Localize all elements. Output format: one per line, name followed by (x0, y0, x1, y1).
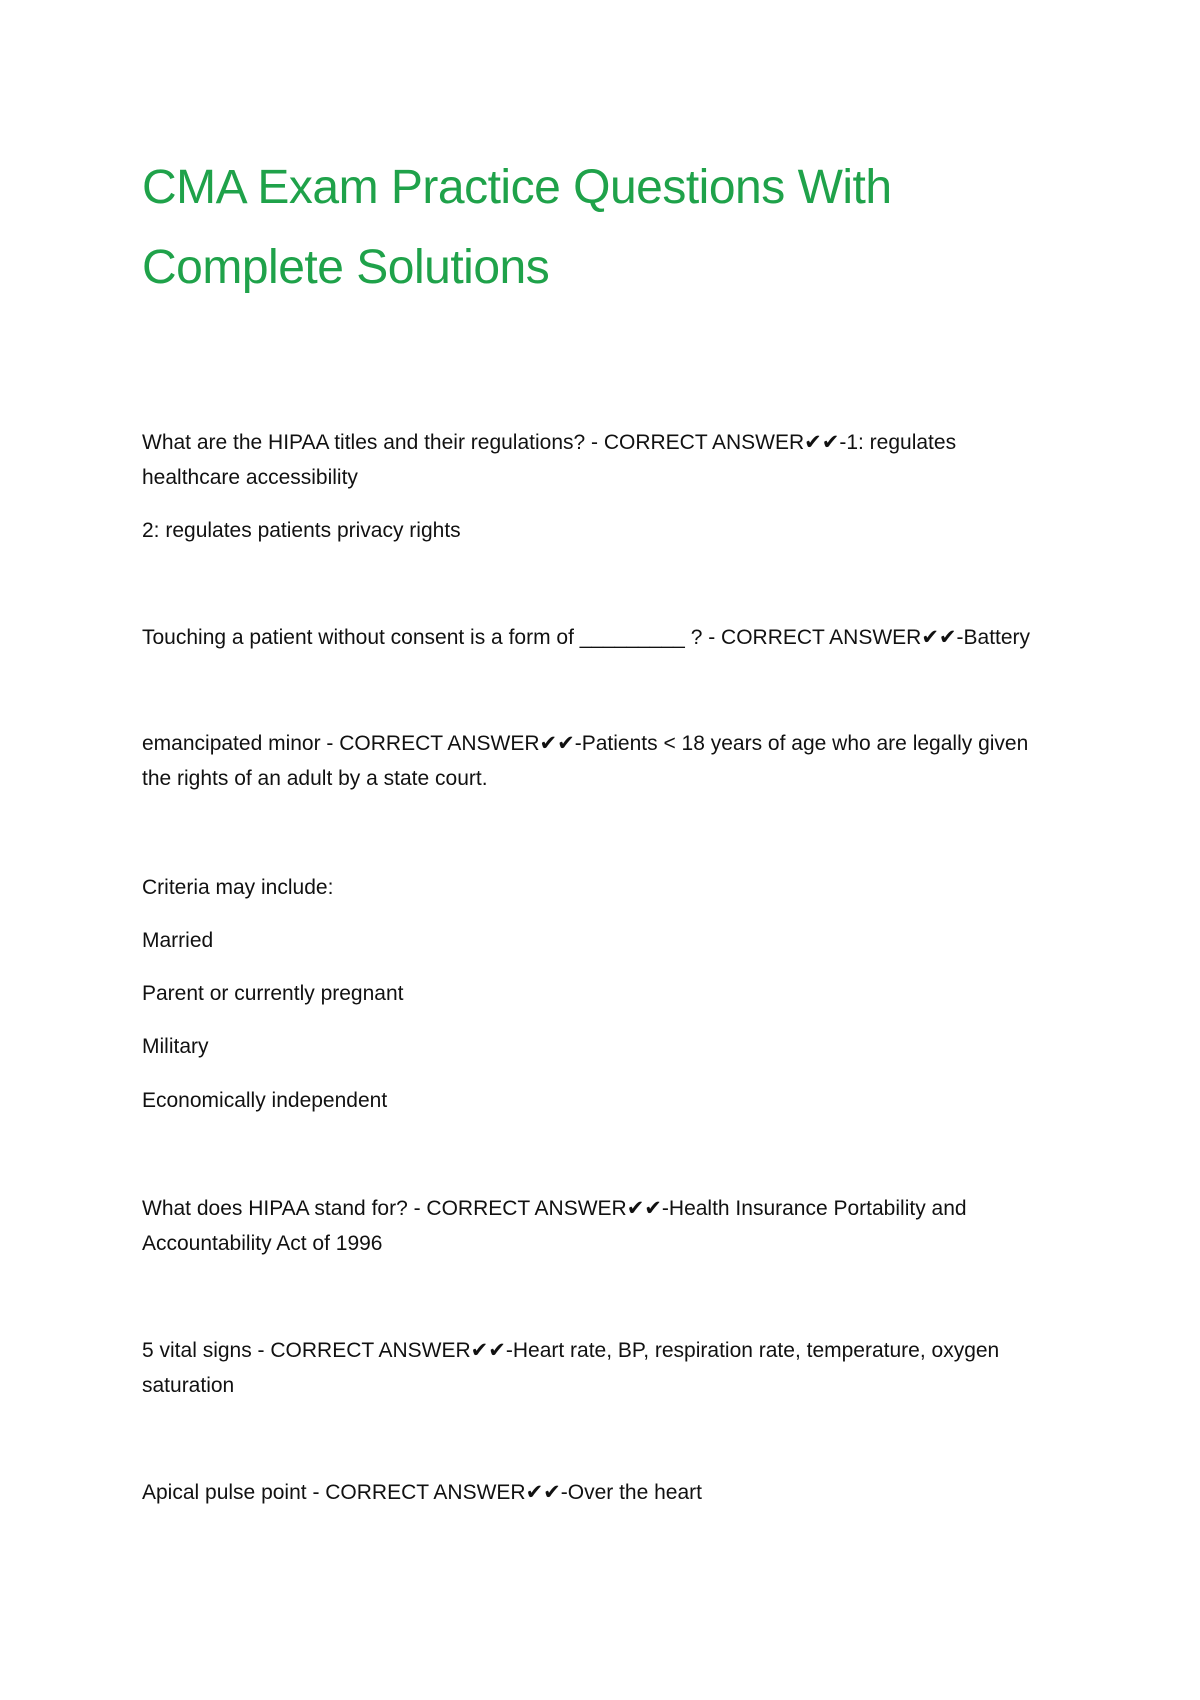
qa-touching-consent (142, 620, 1072, 655)
text-line: What does HIPAA stand for? - CORRECT ANSWER✔✔-Health Insurance Portability and (142, 1197, 967, 1220)
criteria-item (142, 923, 1072, 958)
qa-apical-pulse (142, 1475, 1072, 1510)
document-title (142, 148, 1042, 308)
text-line: the rights of an adult by a state court. (142, 767, 488, 790)
text-line: saturation (142, 1374, 235, 1397)
criteria-item (142, 1029, 1072, 1064)
text-line: 2: regulates patients privacy rights (142, 519, 461, 542)
text-line: Military (142, 1035, 209, 1058)
text-line: Parent or currently pregnant (142, 982, 404, 1005)
text-line: Economically independent (142, 1089, 388, 1112)
text-line: emancipated minor - CORRECT ANSWER✔✔-Patients < 18 years of age who are legally given (142, 732, 1029, 755)
text-line: Criteria may include: (142, 876, 334, 899)
text-line: 5 vital signs - CORRECT ANSWER✔✔-Heart rate, BP, respiration rate, temperature, oxygen (142, 1339, 1000, 1362)
text-line: Married (142, 929, 214, 952)
qa-hipaa-titles (142, 425, 1072, 495)
criteria-item (142, 1083, 1072, 1118)
qa-hipaa-stands-for (142, 1191, 1072, 1261)
criteria-heading (142, 870, 1072, 905)
criteria-item (142, 976, 1072, 1011)
text-line: healthcare accessibility (142, 466, 358, 489)
qa-vital-signs (142, 1333, 1072, 1403)
qa-hipaa-titles-continued (142, 513, 1072, 548)
text-line: Touching a patient without consent is a form of _________ ? - CORRECT ANSWER✔✔-Battery (142, 626, 1031, 649)
text-line: Accountability Act of 1996 (142, 1232, 383, 1255)
title-line-2: Complete Solutions (142, 241, 550, 294)
text-line: Apical pulse point - CORRECT ANSWER✔✔-Over the heart (142, 1481, 702, 1504)
qa-emancipated-minor (142, 726, 1072, 796)
text-line: What are the HIPAA titles and their regulations? - CORRECT ANSWER✔✔-1: regulates (142, 431, 957, 454)
title-line-1: CMA Exam Practice Questions With (142, 161, 892, 214)
